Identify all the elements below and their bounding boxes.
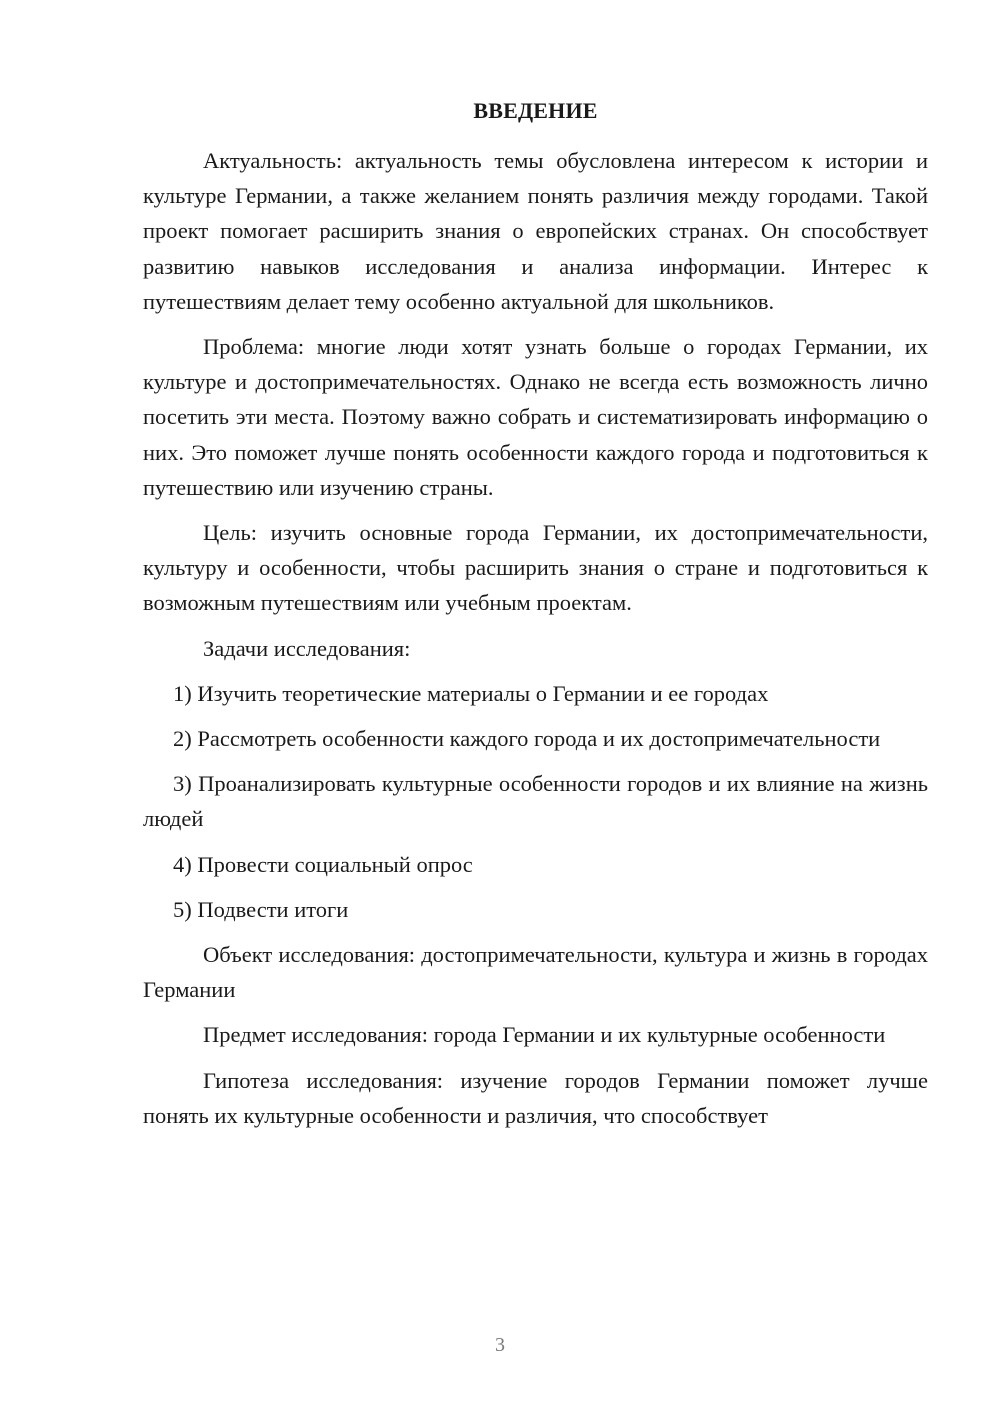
page-number: 3 [495,1334,505,1356]
task-item-3: 3) Проанализировать культурные особенности городов и их влияние на жизнь людей [143,771,928,832]
task-item-2: 2) Рассмотреть особенности каждого города и их достопримечательности [173,726,881,752]
relevance-paragraph: Актуальность: актуальность темы обусловлена интересом к истории и культуре Германии, а также желанием понять различия между городами. Такой проект помогает расширить знания о европейских странах. Он способствует развитию навыков исследования и анализа информации. Интерес к путешествиям делает тему особенно актуальной для школьников. [143,148,928,314]
hypothesis-paragraph: Гипотеза исследования: изучение городов Германии поможет лучше понять их культурные особенности и различия, что способствует [143,1067,928,1128]
object-paragraph: Объект исследования: достопримечательности, культура и жизнь в городах Германии [143,942,928,1003]
task-item-5: 5) Подвести итоги [173,896,349,922]
task-item-4: 4) Провести социальный опрос [173,851,473,877]
task-item-1: 1) Изучить теоретические материалы о Германии и ее городах [173,680,769,706]
page-title: ВВЕДЕНИЕ [473,98,598,123]
tasks-title: Задачи исследования: [203,635,411,661]
problem-paragraph: Проблема: многие люди хотят узнать больше о городах Германии, их культуре и достопримечательностях. Однако не всегда есть возможность лично посетить эти места. Поэтому важно собрать и систематизировать информацию о них. Это поможет лучше понять особенности каждого города и подготовиться к путешествию или изучению страны. [143,334,928,500]
subject-paragraph: Предмет исследования: города Германии и их культурные особенности [203,1022,886,1048]
document-body [143,143,928,1133]
goal-paragraph: Цель: изучить основные города Германии, их достопримечательности, культуру и особенности, чтобы расширить знания о стране и подготовиться к возможным путешествиям или учебным проектам. [143,520,928,616]
